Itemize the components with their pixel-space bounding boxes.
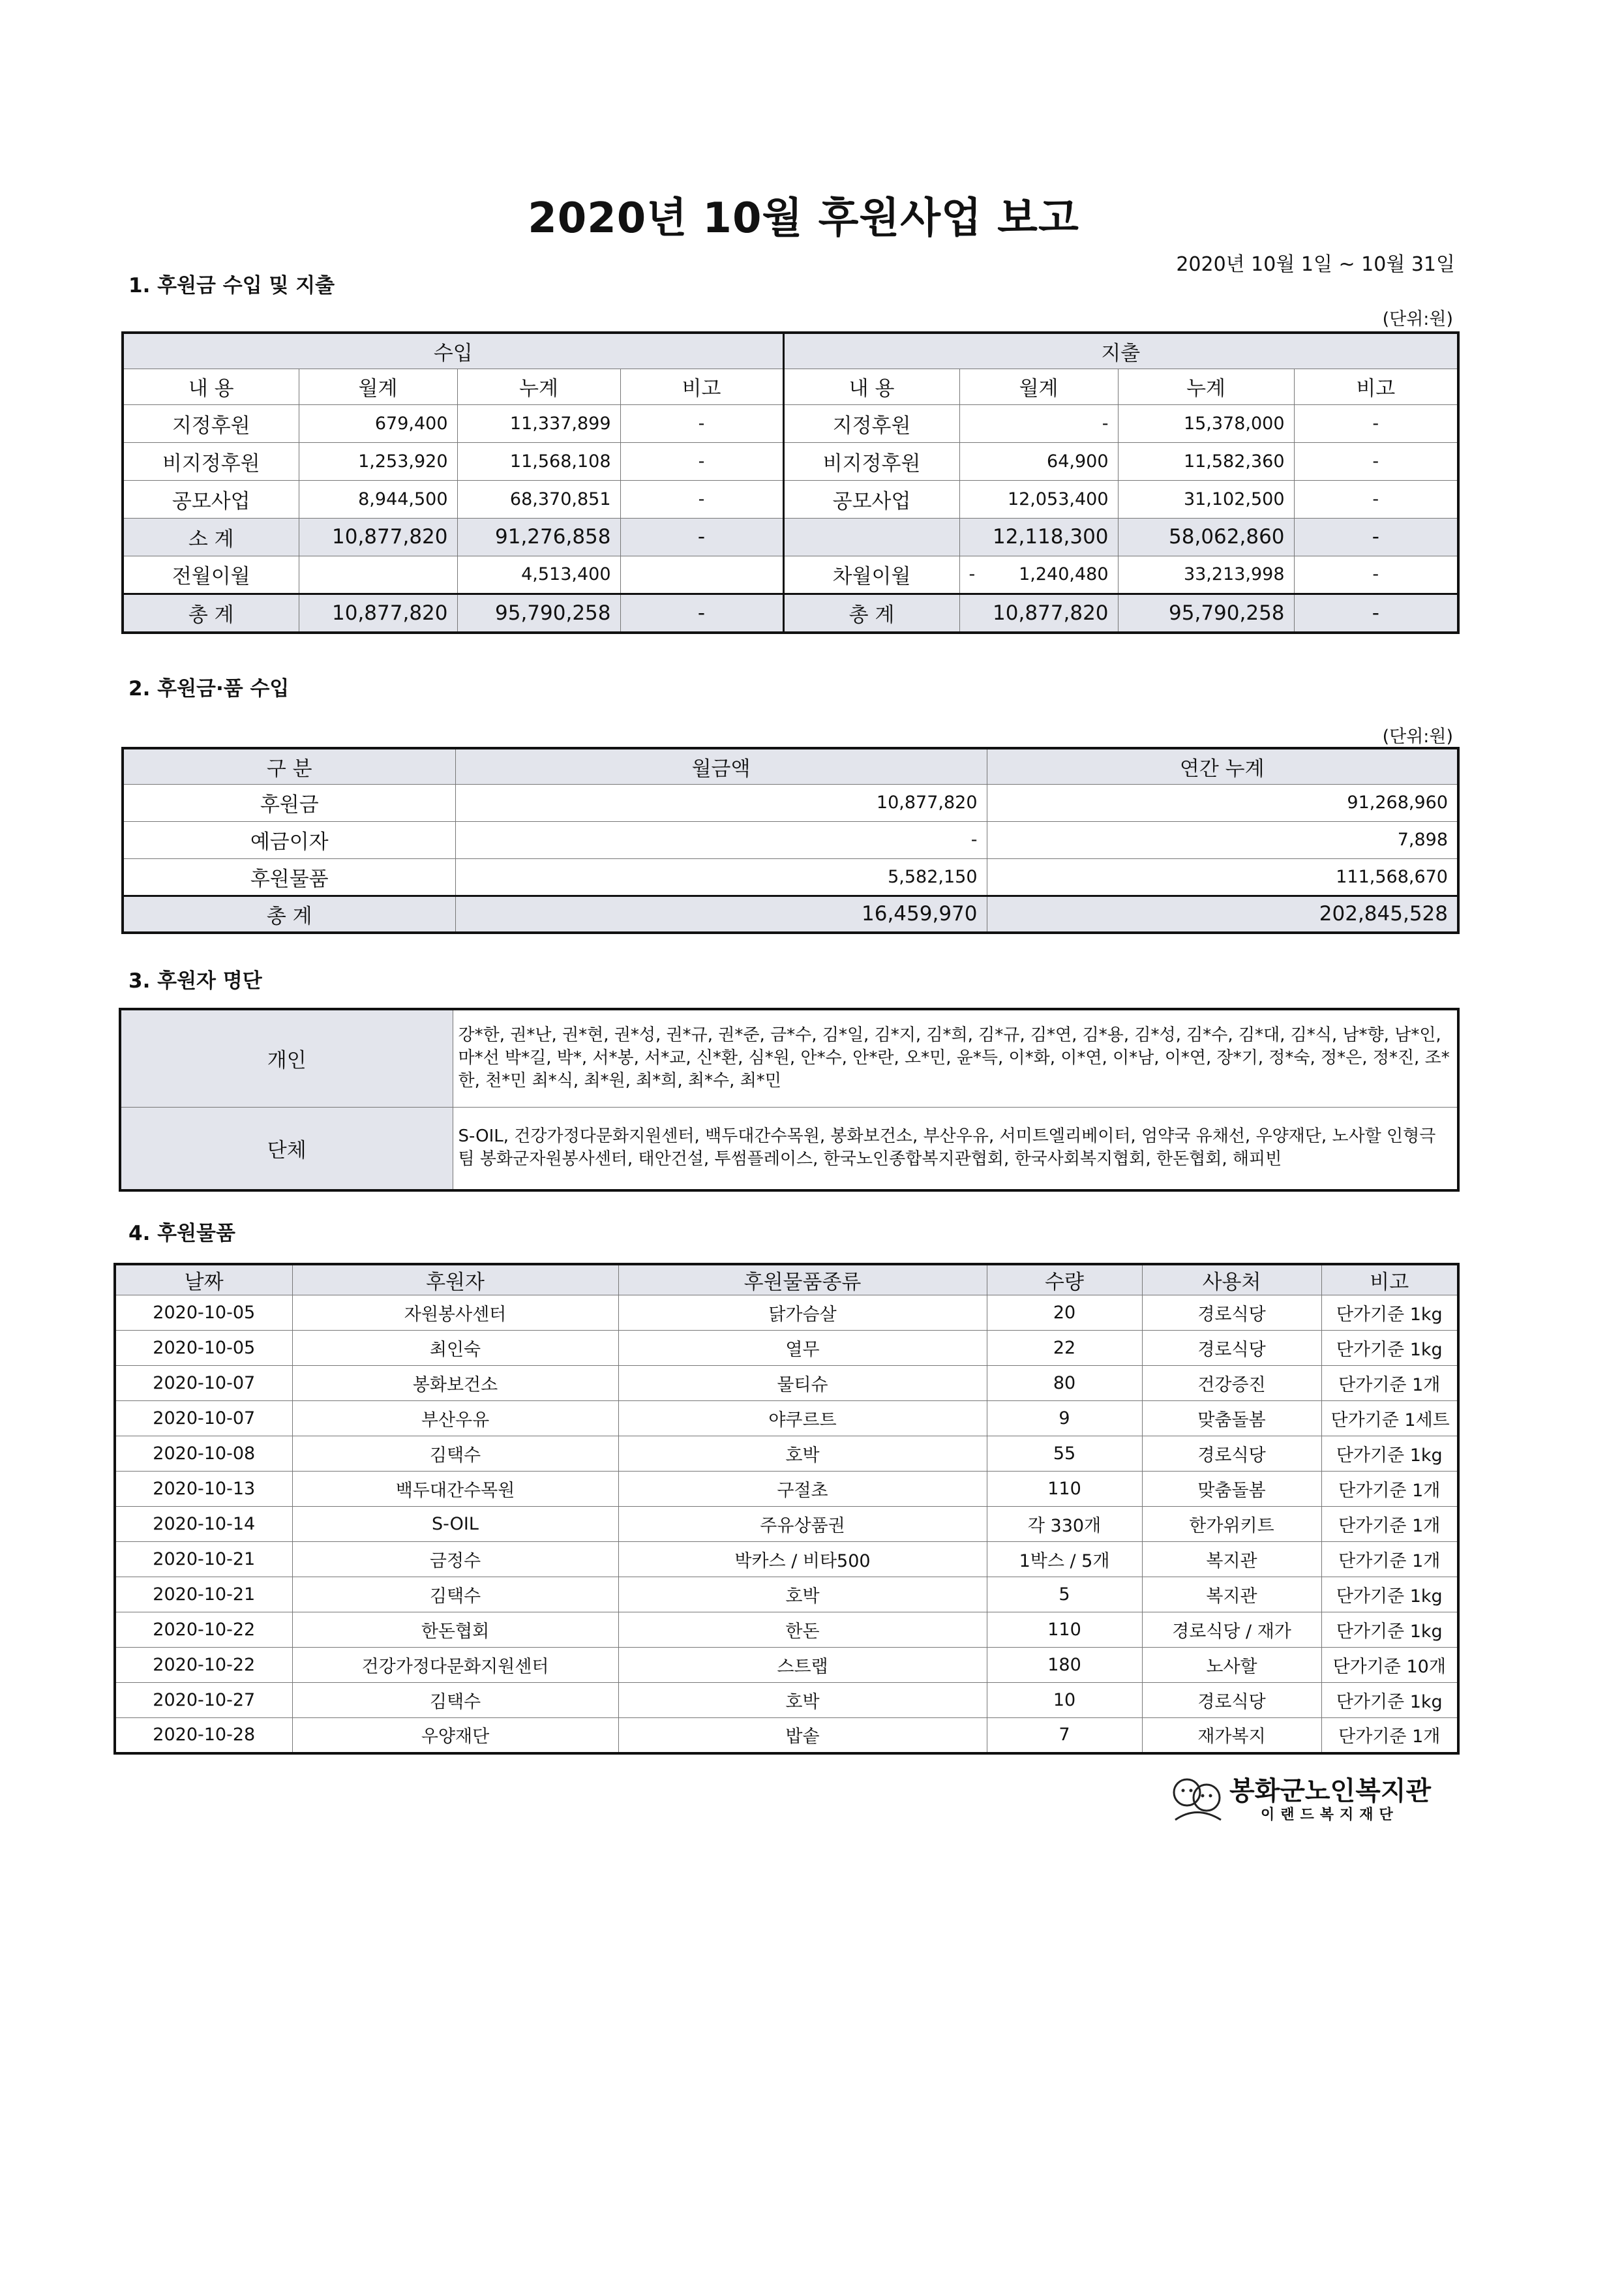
cell-usage: 경로식당 [1142, 1295, 1321, 1331]
row-label: 총 계 [783, 594, 959, 633]
income-expense-table [121, 331, 1460, 634]
cell-item: 물티슈 [618, 1366, 987, 1401]
table-row [115, 1683, 1458, 1718]
cell-item: 구절초 [618, 1472, 987, 1507]
cell-donor: 김택수 [292, 1577, 618, 1612]
cell-quantity: 10 [987, 1683, 1142, 1718]
cell-value-text: 1,240,480 [1019, 564, 1109, 584]
cell-value: 4,513,400 [457, 556, 620, 594]
col-note: 비고 [620, 369, 783, 404]
expense-header: 지출 [783, 333, 1458, 369]
col-item-type: 후원물품종류 [618, 1264, 987, 1295]
cell-quantity: 80 [987, 1366, 1142, 1401]
individual-donors: 강*한, 권*난, 권*현, 권*성, 권*규, 권*준, 금*수, 김*일, 김*지, 김*희, 김*규, 김*연, 김*용, 김*성, 김*수, 김*대, 김*식, 남*향, 남*인, 마*선 박*길, 박*, 서*봉, 서*교, 신*환, 심*원, 안*수, 안*란, 오*민, 윤*득, 이*화, 이*연, 이*남, 이*연, 장*기, 정*숙, 정*은, 정*진, 조*한, 천*민 최*식, 최*원, 최*희, 최*수, 최*민 [453, 1009, 1458, 1107]
cell-usage: 경로식당 [1142, 1683, 1321, 1718]
group-donors: S-OIL, 건강가정다문화지원센터, 백두대간수목원, 봉화보건소, 부산우유, 서미트엘리베이터, 엄약국 유채선, 우양재단, 노사할 인형극팀 봉화군자원봉사센터, 태안건설, 투썸플레이스, 한국노인종합복지관협회, 한국사회복지협회, 한돈협회, 해피빈 [453, 1107, 1458, 1190]
cell-quantity: 20 [987, 1295, 1142, 1331]
cell-date: 2020-10-05 [115, 1331, 292, 1366]
cell-date: 2020-10-05 [115, 1295, 292, 1331]
cell-value [959, 480, 1118, 518]
table-row [123, 821, 1458, 858]
cell-note: 단가기준 1세트 [1321, 1401, 1458, 1436]
donated-goods-table [113, 1263, 1460, 1755]
cell-note: 단가기준 1kg [1321, 1436, 1458, 1472]
org-foundation: 이랜드복지재단 [1261, 1807, 1399, 1823]
cell-quantity: 180 [987, 1648, 1142, 1683]
cell-quantity: 22 [987, 1331, 1142, 1366]
cell-note: 단가기준 1개 [1321, 1366, 1458, 1401]
cell-usage: 맞춤돌봄 [1142, 1472, 1321, 1507]
cell-value: 1,253,920 [299, 442, 457, 480]
section4-heading: 4. 후원물품 [128, 1222, 235, 1245]
cell-item: 주유상품권 [618, 1507, 987, 1542]
row-label: 총 계 [123, 594, 299, 633]
total-row [123, 594, 1458, 633]
cell-value: 8,944,500 [299, 480, 457, 518]
cell-date: 2020-10-21 [115, 1542, 292, 1577]
col-cumulative: 누계 [1118, 369, 1294, 404]
cell-donor: 김택수 [292, 1683, 618, 1718]
cell-note: 단가기준 1kg [1321, 1683, 1458, 1718]
table-row [115, 1295, 1458, 1331]
cell-item: 한돈 [618, 1612, 987, 1648]
col-date: 날짜 [115, 1264, 292, 1295]
row-label: 소 계 [123, 518, 299, 556]
cell-date: 2020-10-22 [115, 1648, 292, 1683]
cell-item: 스트랩 [618, 1648, 987, 1683]
table-row [123, 442, 1458, 480]
table-row [115, 1436, 1458, 1472]
cell-usage: 경로식당 [1142, 1436, 1321, 1472]
cell-quantity: 55 [987, 1436, 1142, 1472]
cell-donor: 최인숙 [292, 1331, 618, 1366]
cell-value: 91,268,960 [987, 784, 1458, 821]
cell-value: 15,378,000 [1118, 404, 1294, 442]
cell-value: 11,568,108 [457, 442, 620, 480]
cell-value [959, 404, 1118, 442]
cell-note: - [1294, 594, 1458, 633]
table-row [123, 556, 1458, 594]
cell-note: 단가기준 1kg [1321, 1612, 1458, 1648]
col-content: 내 용 [783, 369, 959, 404]
cell-note: - [1294, 404, 1458, 442]
cell-date: 2020-10-07 [115, 1366, 292, 1401]
row-label: 공모사업 [123, 480, 299, 518]
cell-note: 단가기준 1개 [1321, 1507, 1458, 1542]
cell-donor: 우양재단 [292, 1718, 618, 1753]
cell-quantity: 110 [987, 1612, 1142, 1648]
cell-quantity: 7 [987, 1718, 1142, 1753]
cell-value-text: - [1102, 413, 1109, 434]
cell-usage: 재가복지 [1142, 1718, 1321, 1753]
row-label: 후원금 [123, 784, 455, 821]
cell-note: 단가기준 1kg [1321, 1577, 1458, 1612]
cell-usage: 경로식당 / 재가 [1142, 1612, 1321, 1648]
cell-usage: 한가위키트 [1142, 1507, 1321, 1542]
income-header: 수입 [123, 333, 783, 369]
row-label [783, 518, 959, 556]
cell-value: 91,276,858 [457, 518, 620, 556]
cell-value: 31,102,500 [1118, 480, 1294, 518]
cell-note: - [620, 518, 783, 556]
cell-donor: 봉화보건소 [292, 1366, 618, 1401]
org-name: 봉화군노인복지관 [1229, 1776, 1432, 1806]
donor-list-table [119, 1008, 1460, 1192]
cell-value [959, 594, 1118, 633]
cell-date: 2020-10-22 [115, 1612, 292, 1648]
col-month-amount: 월금액 [455, 748, 987, 784]
cell-value: 58,062,860 [1118, 518, 1294, 556]
col-type: 구 분 [123, 748, 455, 784]
cell-usage: 복지관 [1142, 1542, 1321, 1577]
cell-value: 111,568,670 [987, 858, 1458, 896]
cell-value: 68,370,851 [457, 480, 620, 518]
cell-note: 단가기준 1kg [1321, 1295, 1458, 1331]
cell-value: 202,845,528 [987, 896, 1458, 933]
cell-item: 호박 [618, 1436, 987, 1472]
cell-value: 95,790,258 [457, 594, 620, 633]
cell-item: 닭가슴살 [618, 1295, 987, 1331]
cell-usage: 경로식당 [1142, 1331, 1321, 1366]
col-usage: 사용처 [1142, 1264, 1321, 1295]
cell-note: - [620, 404, 783, 442]
table-row [115, 1648, 1458, 1683]
cell-item: 박카스 / 비타500 [618, 1542, 987, 1577]
cell-note [620, 556, 783, 594]
cell-usage: 노사할 [1142, 1648, 1321, 1683]
cell-value-text: 12,053,400 [1007, 489, 1109, 509]
col-content: 내 용 [123, 369, 299, 404]
cell-donor: 백두대간수목원 [292, 1472, 618, 1507]
cell-item: 호박 [618, 1577, 987, 1612]
row-label: 비지정후원 [783, 442, 959, 480]
row-label: 비지정후원 [123, 442, 299, 480]
cell-date: 2020-10-13 [115, 1472, 292, 1507]
cell-usage: 복지관 [1142, 1577, 1321, 1612]
cell-note: 단가기준 1kg [1321, 1331, 1458, 1366]
cell-value [299, 556, 457, 594]
section1-heading: 1. 후원금 수입 및 지출 [128, 274, 335, 297]
cell-quantity: 110 [987, 1472, 1142, 1507]
cell-note: - [1294, 518, 1458, 556]
section1-unit: (단위:원) [1382, 309, 1453, 329]
subtotal-row [123, 518, 1458, 556]
cell-usage: 건강증진 [1142, 1366, 1321, 1401]
cell-value-text: 12,118,300 [993, 525, 1109, 549]
cell-value: - [455, 821, 987, 858]
cell-date: 2020-10-07 [115, 1401, 292, 1436]
col-quantity: 수량 [987, 1264, 1142, 1295]
cell-donor: 건강가정다문화지원센터 [292, 1648, 618, 1683]
cell-donor: 자원봉사센터 [292, 1295, 618, 1331]
col-donor: 후원자 [292, 1264, 618, 1295]
table-row [115, 1401, 1458, 1436]
cell-item: 열무 [618, 1331, 987, 1366]
cell-note: 단가기준 1개 [1321, 1542, 1458, 1577]
page-title: 2020년 10월 후원사업 보고 [528, 194, 1079, 243]
cell-note: - [620, 442, 783, 480]
table-row [115, 1507, 1458, 1542]
cell-date: 2020-10-28 [115, 1718, 292, 1753]
cell-quantity: 1박스 / 5개 [987, 1542, 1142, 1577]
table-row [115, 1366, 1458, 1401]
cell-value [959, 556, 1118, 594]
col-note: 비고 [1294, 369, 1458, 404]
cell-value-text: 10,877,820 [993, 601, 1109, 625]
total-row [123, 896, 1458, 933]
cell-quantity: 5 [987, 1577, 1142, 1612]
cell-dash: - [969, 564, 976, 584]
col-month: 월계 [299, 369, 457, 404]
col-cumulative: 누계 [457, 369, 620, 404]
cell-date: 2020-10-14 [115, 1507, 292, 1542]
cell-note: 단가기준 1개 [1321, 1718, 1458, 1753]
cell-value [959, 442, 1118, 480]
report-period: 2020년 10월 1일 ~ 10월 31일 [1176, 253, 1455, 276]
col-month: 월계 [959, 369, 1118, 404]
cell-value-text: 64,900 [1047, 451, 1109, 472]
cell-date: 2020-10-27 [115, 1683, 292, 1718]
cell-item: 호박 [618, 1683, 987, 1718]
cell-value [959, 518, 1118, 556]
row-label: 공모사업 [783, 480, 959, 518]
org-logo [1167, 1769, 1226, 1831]
section2-heading: 2. 후원금·품 수입 [128, 677, 290, 701]
group-label: 단체 [120, 1107, 453, 1190]
cell-value: 5,582,150 [455, 858, 987, 896]
row-label: 차월이월 [783, 556, 959, 594]
cell-donor: S-OIL [292, 1507, 618, 1542]
cell-value: 7,898 [987, 821, 1458, 858]
cell-donor: 금정수 [292, 1542, 618, 1577]
individual-label: 개인 [120, 1009, 453, 1107]
row-label: 예금이자 [123, 821, 455, 858]
cell-value: 95,790,258 [1118, 594, 1294, 633]
cell-note: - [1294, 480, 1458, 518]
cell-quantity: 각 330개 [987, 1507, 1142, 1542]
cell-value: 11,337,899 [457, 404, 620, 442]
cell-value: 10,877,820 [299, 518, 457, 556]
table-row [115, 1718, 1458, 1753]
row-label: 지정후원 [123, 404, 299, 442]
cell-usage: 맞춤돌봄 [1142, 1401, 1321, 1436]
row-label: 후원물품 [123, 858, 455, 896]
table-row [115, 1472, 1458, 1507]
section2-unit: (단위:원) [1382, 727, 1453, 747]
cell-value: 679,400 [299, 404, 457, 442]
cell-value: 16,459,970 [455, 896, 987, 933]
cell-note: 단가기준 10개 [1321, 1648, 1458, 1683]
table-row [123, 784, 1458, 821]
row-label: 전월이월 [123, 556, 299, 594]
table-row [123, 858, 1458, 896]
row-label: 총 계 [123, 896, 455, 933]
cell-date: 2020-10-08 [115, 1436, 292, 1472]
table-row [123, 480, 1458, 518]
cell-value: 33,213,998 [1118, 556, 1294, 594]
cell-note: - [1294, 556, 1458, 594]
table-row [115, 1331, 1458, 1366]
donation-income-table [121, 747, 1460, 934]
cell-date: 2020-10-21 [115, 1577, 292, 1612]
table-row [115, 1577, 1458, 1612]
cell-donor: 부산우유 [292, 1401, 618, 1436]
cell-value: 10,877,820 [455, 784, 987, 821]
cell-value: 10,877,820 [299, 594, 457, 633]
cell-note: - [620, 480, 783, 518]
cell-item: 밥솥 [618, 1718, 987, 1753]
table-row [115, 1542, 1458, 1577]
section3-heading: 3. 후원자 명단 [128, 969, 262, 993]
table-row [115, 1612, 1458, 1648]
col-annual: 연간 누계 [987, 748, 1458, 784]
cell-note: 단가기준 1개 [1321, 1472, 1458, 1507]
cell-quantity: 9 [987, 1401, 1142, 1436]
cell-donor: 한돈협회 [292, 1612, 618, 1648]
cell-note: - [1294, 442, 1458, 480]
cell-value: 11,582,360 [1118, 442, 1294, 480]
cell-donor: 김택수 [292, 1436, 618, 1472]
row-label: 지정후원 [783, 404, 959, 442]
table-row [123, 404, 1458, 442]
cell-item: 야쿠르트 [618, 1401, 987, 1436]
col-note: 비고 [1321, 1264, 1458, 1295]
cell-note: - [620, 594, 783, 633]
